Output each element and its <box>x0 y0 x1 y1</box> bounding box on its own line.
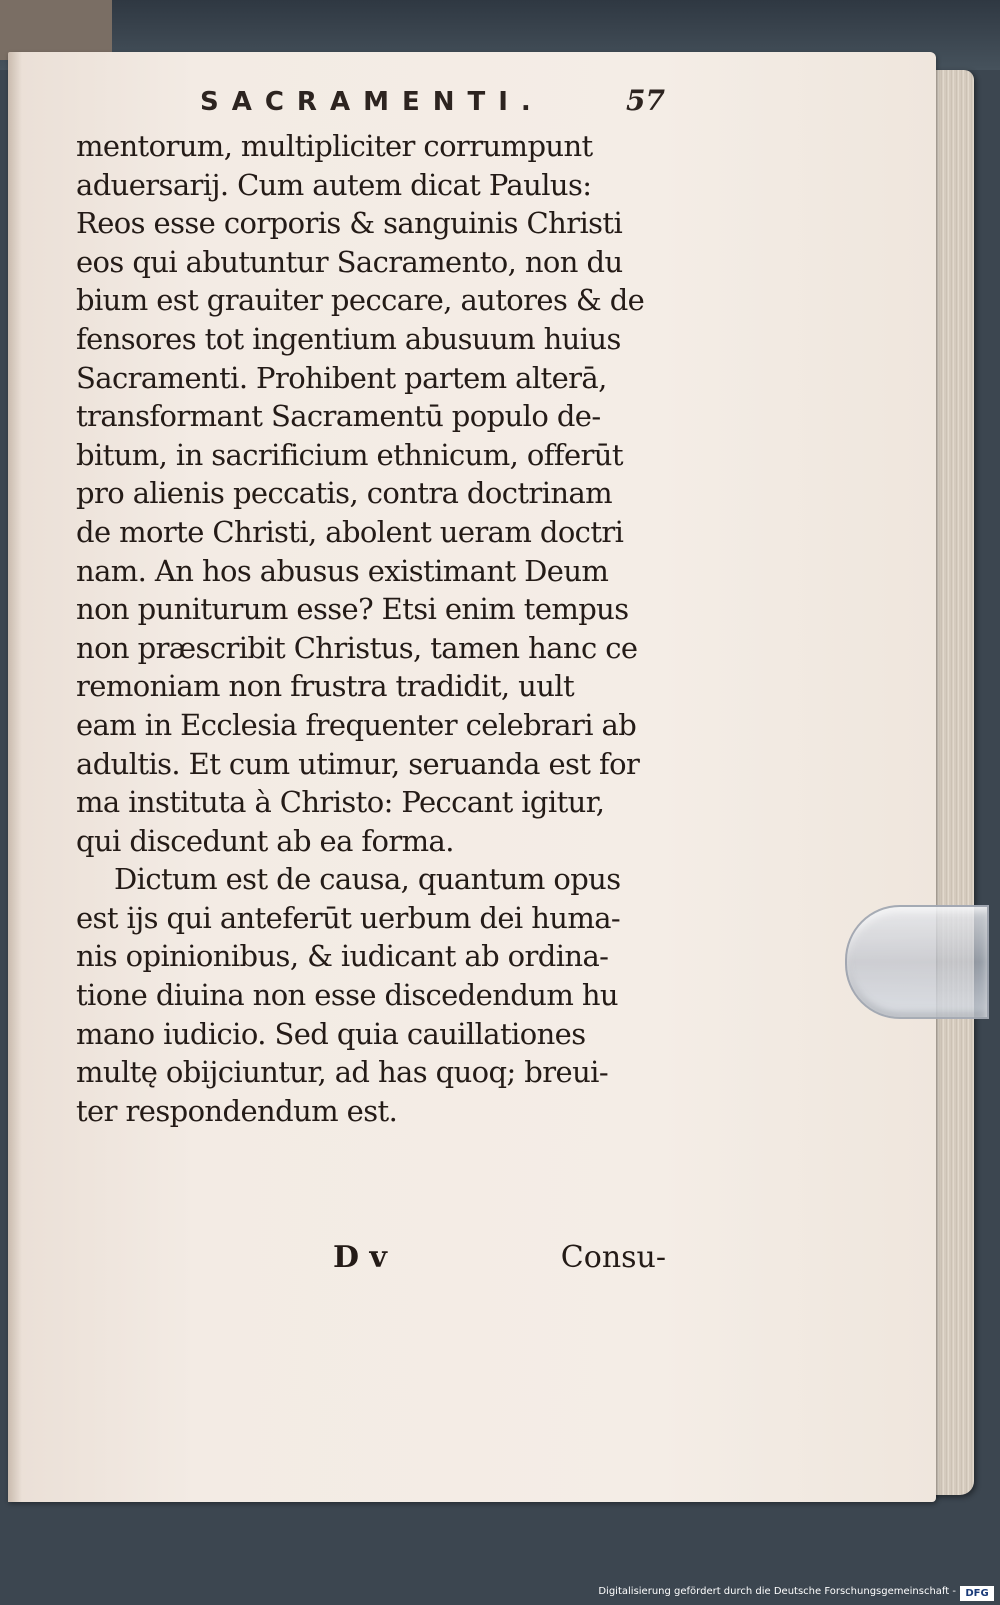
text-line: Dictum est de causa, quantum opus <box>114 862 621 897</box>
book-page-edges <box>930 70 974 1495</box>
text-line: transformant Sacramentū populo de- <box>76 399 601 434</box>
running-head: SACRAMENTI. <box>200 87 544 117</box>
text-line: Sacramenti. Prohibent partem alterā, <box>76 360 607 395</box>
text-line: tione diuina non esse discedendum hu <box>76 978 619 1013</box>
footer-bar <box>0 1584 1000 1605</box>
text-line: Reos esse corporis & sanguinis Christi <box>76 206 623 241</box>
text-line: de morte Christi, abolent ueram doctri <box>76 514 624 549</box>
text-line: fensores tot ingentium abusuum huius <box>76 321 621 356</box>
page-clip <box>845 905 989 1019</box>
text-line: non præscribit Christus, tamen hanc ce <box>76 630 638 665</box>
text-line: bium est grauiter peccare, autores & de <box>76 283 645 318</box>
text-line: mano iudicio. Sed quia cauillationes <box>76 1016 586 1051</box>
text-line: qui discedunt ab ea forma. <box>76 823 454 858</box>
body-text <box>76 127 666 1130</box>
text-line: remoniam non frustra tradidit, uult <box>76 669 575 704</box>
signature-mark: D v <box>333 1240 387 1275</box>
text-line: non puniturum esse? Etsi enim tempus <box>76 592 629 627</box>
dfg-logo: DFG <box>960 1586 994 1601</box>
page-number: 57 <box>626 84 665 117</box>
text-line: eam in Ecclesia frequenter celebrari ab <box>76 707 637 742</box>
scanner-backdrop-corner <box>0 0 112 60</box>
catchword: Consu- <box>560 1240 666 1275</box>
text-line: nis opinionibus, & iudicant ab ordina- <box>76 939 609 974</box>
catchword-row <box>76 1240 666 1280</box>
text-line: eos qui abutuntur Sacramento, non du <box>76 244 623 279</box>
text-line: multę obijciuntur, ad has quoq; breui- <box>76 1055 609 1090</box>
text-line: ter respondendum est. <box>76 1093 398 1128</box>
text-line: nam. An hos abusus existimant Deum <box>76 553 609 588</box>
text-line: adultis. Et cum utimur, seruanda est for <box>76 746 640 781</box>
text-line: mentorum, multipliciter corrumpunt <box>76 129 593 163</box>
text-line: ma instituta à Christo: Peccant igitur, <box>76 785 605 820</box>
text-line: aduersarij. Cum autem dicat Paulus: <box>76 167 592 202</box>
text-line: est ijs qui anteferūt uerbum dei huma- <box>76 900 621 935</box>
text-line: bitum, in sacrificium ethnicum, offerūt <box>76 437 623 472</box>
text-line: pro alienis peccatis, contra doctrinam <box>76 476 613 511</box>
footer-credit: Digitalisierung gefördert durch die Deutsche Forschungsgemeinschaft - <box>598 1586 956 1597</box>
